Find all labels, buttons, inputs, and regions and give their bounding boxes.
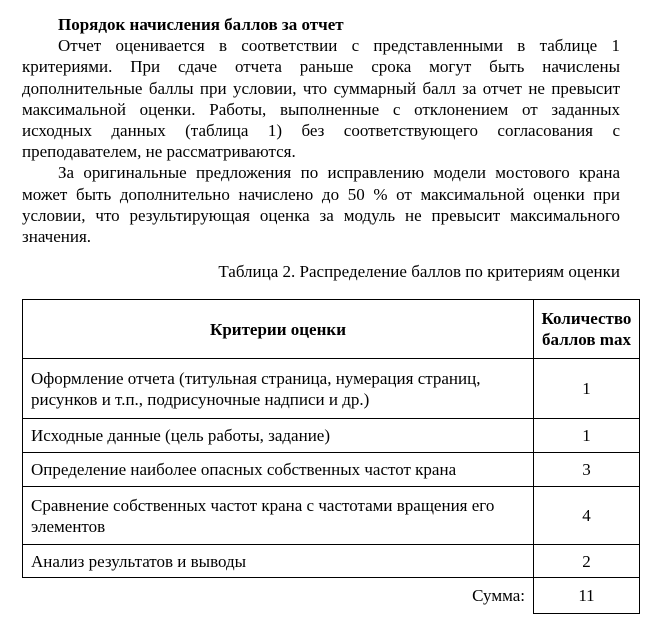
table-row	[23, 545, 640, 578]
criterion-cell: Определение наиболее опасных собственных частот крана	[23, 453, 534, 487]
criterion-cell: Оформление отчета (титульная страница, нумерация страниц, рисунков и т.п., подрисуночные надписи и др.)	[23, 359, 534, 419]
header-criteria: Критерии оценки	[23, 300, 534, 359]
table-row	[23, 359, 640, 419]
criterion-cell: Исходные данные (цель работы, задание)	[23, 419, 534, 453]
table-header-row	[23, 300, 640, 359]
paragraph-grading-criteria: Отчет оценивается в соответствии с представленными в таблице 1 критериями. При сдаче отчета раньше срока могут быть начислены дополнительные баллы при условии, что суммарный балл за отчет не превысит максимальной оценки. Работы, выполненные с отклонением от заданных исходных данных (таблица 1) без соответствующего согласования с преподавателем, не рассматриваются.	[22, 36, 620, 162]
criterion-cell: Сравнение собственных частот крана с частотами вращения его элементов	[23, 487, 534, 545]
table-row	[23, 453, 640, 487]
paragraph-bonus-points: За оригинальные предложения по исправлению модели мостового крана может быть дополнительно начислено до 50 % от максимальной оценки при условии, что результирующая оценка за модуль не превысит максимального значения.	[22, 163, 620, 247]
points-cell: 4	[534, 487, 640, 545]
sum-row	[23, 578, 640, 614]
header-points: Количество баллов max	[534, 300, 640, 359]
table-row	[23, 487, 640, 545]
sum-value: 11	[534, 578, 640, 614]
points-cell: 3	[534, 453, 640, 487]
points-cell: 1	[534, 359, 640, 419]
sum-label: Сумма:	[472, 586, 525, 605]
section-heading: Порядок начисления баллов за отчет	[58, 15, 344, 34]
document-body	[22, 14, 620, 247]
grading-table	[22, 299, 640, 614]
table-row	[23, 419, 640, 453]
table-caption: Таблица 2. Распределение баллов по критериям оценки	[218, 262, 620, 281]
criterion-cell: Анализ результатов и выводы	[23, 545, 534, 578]
points-cell: 2	[534, 545, 640, 578]
points-cell: 1	[534, 419, 640, 453]
